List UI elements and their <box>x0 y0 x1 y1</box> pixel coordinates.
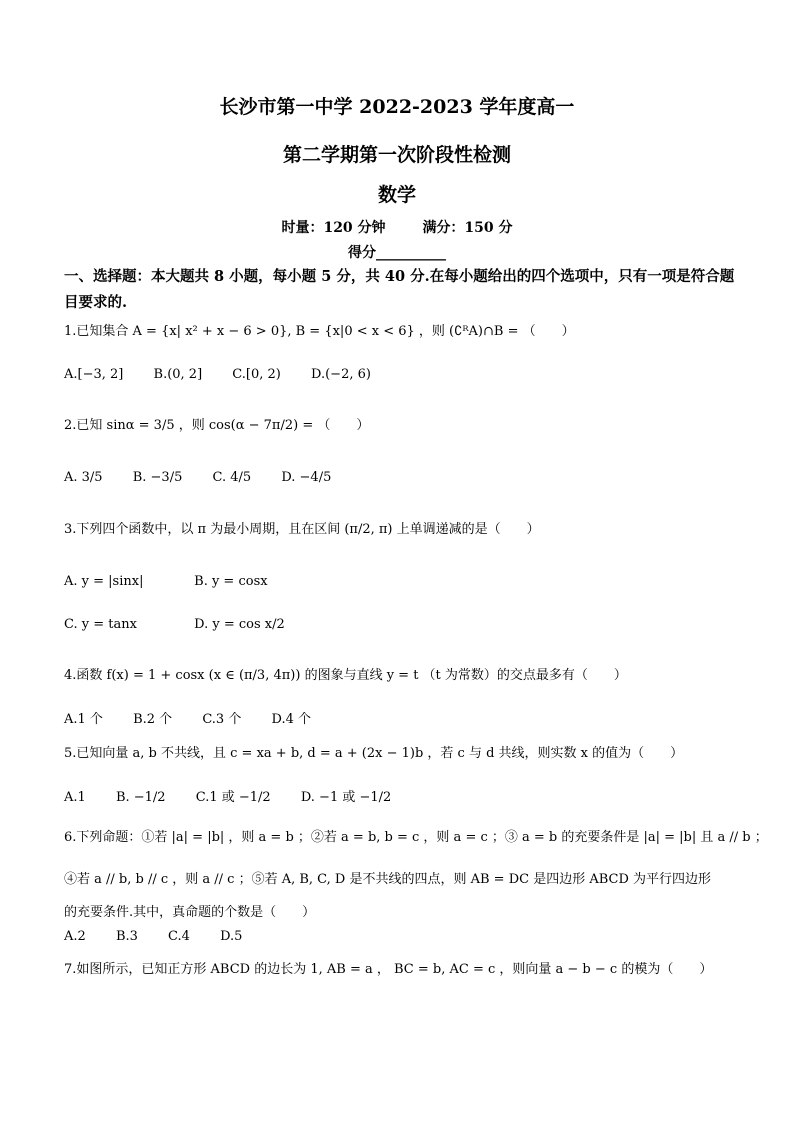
question-3-option-a: A. y = |sinx| <box>64 574 144 589</box>
exam-time: 时量：120 分钟 <box>281 220 386 236</box>
question-1-option-d: D.(−2, 6) <box>311 367 371 382</box>
question-1-options <box>64 365 754 385</box>
score-field: 得分__________ <box>348 245 446 261</box>
question-5-stem: 5.已知向量 a, b 不共线，且 c = xa + b, d = a + (2x − 1)b ，若 c 与 d 共线，则实数 x 的值为（ ） <box>64 746 684 761</box>
question-6-option-b: B.3 <box>115 929 138 944</box>
question-6-stem-line2: ④若 a // b, b // c ，则 a // c ；⑤若 A, B, C, D 是不共线的四点，则 AB = DC 是四边形 ABCD 为平行四边形 <box>64 872 712 887</box>
question-2-options <box>64 468 754 488</box>
exam-meta <box>0 217 794 237</box>
section-heading: 一、选择题：本大题共 8 小题，每小题 5 分，共 40 分.在每小题给出的四个选项中，只有一项是符合题目要求的. <box>64 268 735 311</box>
question-5-options <box>64 788 754 808</box>
question-7-stem: 7.如图所示，已知正方形 ABCD 的边长为 1, AB = a ， BC = b, AC = c ，则向量 a − b − c 的模为（ ） <box>64 962 713 977</box>
question-4-option-b: B.2 个 <box>133 712 173 727</box>
question-5-option-c: C.1 或 −1/2 <box>195 790 271 805</box>
exam-title-line2: 第二学期第一次阶段性检测 <box>282 144 511 166</box>
question-3-options-row1 <box>64 572 754 592</box>
exam-full-score: 满分：150 分 <box>422 220 513 236</box>
question-2-option-a: A. 3/5 <box>64 470 103 485</box>
subject-title: 数学 <box>377 184 416 206</box>
question-4-stem: 4.函数 f(x) = 1 + cosx (x ∈ (π/3, 4π)) 的图象与直线 y = t （t 为常数）的交点最多有（ ） <box>64 668 627 683</box>
question-6-stem-line1: 6.下列命题：①若 |a| = |b| ，则 a = b ；②若 a = b, b = c ，则 a = c ；③ a = b 的充要条件是 |a| = |b| 且 a // b ； <box>64 830 768 845</box>
question-2-option-b: B. −3/5 <box>132 470 183 485</box>
question-3-stem: 3.下列四个函数中，以 π 为最小周期，且在区间 (π/2, π) 上单调递减的是（ ） <box>64 522 540 537</box>
question-5-option-d: D. −1 或 −1/2 <box>300 790 392 805</box>
question-5-option-a: A.1 <box>64 790 86 805</box>
question-2-option-c: C. 4/5 <box>212 470 252 485</box>
question-1-option-b: B.(0, 2] <box>153 367 203 382</box>
question-1-option-a: A.[−3, 2] <box>64 367 124 382</box>
question-4-option-c: C.3 个 <box>202 712 242 727</box>
question-4-option-d: D.4 个 <box>271 712 311 727</box>
question-4-options <box>64 710 754 730</box>
question-6-stem-line3: 的充要条件.其中，真命题的个数是（ ） <box>64 905 316 920</box>
question-6-options <box>64 927 754 947</box>
question-6-option-d: D.5 <box>220 929 243 944</box>
question-1-option-c: C.[0, 2) <box>232 367 281 382</box>
question-4-option-a: A.1 个 <box>64 712 103 727</box>
exam-title-line1: 长沙市第一中学 2022-2023 学年度高一 <box>219 96 575 118</box>
question-3-options-row2 <box>64 615 754 635</box>
question-6-option-c: C.4 <box>168 929 190 944</box>
question-5-option-b: B. −1/2 <box>115 790 166 805</box>
question-3-option-b: B. y = cosx <box>194 574 268 589</box>
question-2-option-d: D. −4/5 <box>281 470 332 485</box>
question-3-option-d: D. y = cos x/2 <box>194 617 285 632</box>
question-6-option-a: A.2 <box>64 929 86 944</box>
question-3-option-c: C. y = tanx <box>64 617 137 632</box>
question-2-stem: 2.已知 sinα = 3/5 ，则 cos(α − 7π/2) = （ ） <box>64 418 370 433</box>
question-1-stem: 1.已知集合 A = {x| x² + x − 6 > 0}, B = {x|0 < x < 6} ，则 (∁ᴿA)∩B = （ ） <box>64 324 575 339</box>
